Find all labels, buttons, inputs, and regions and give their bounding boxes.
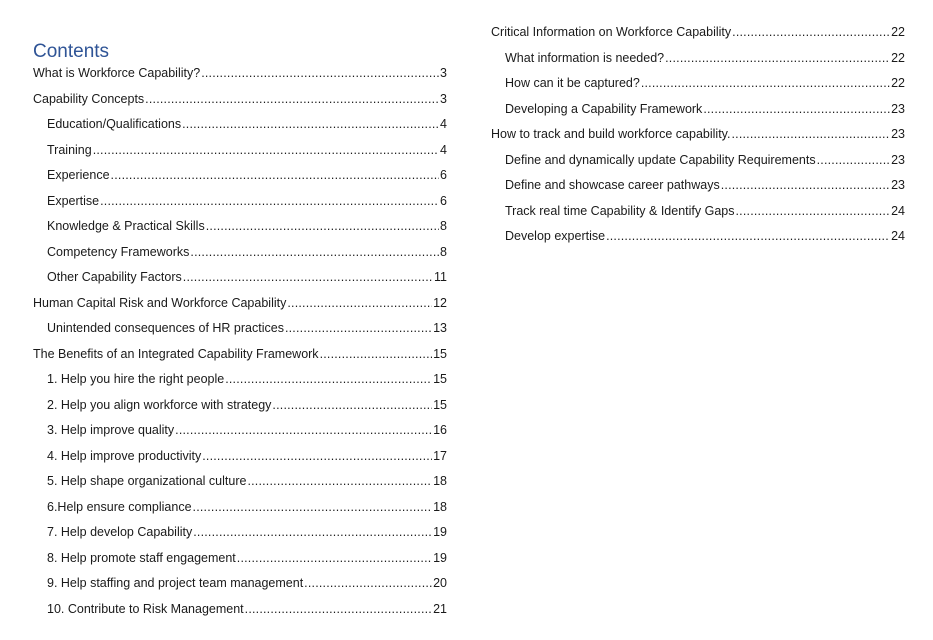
- dot-leader: [190, 240, 439, 266]
- toc-entry-label: How to track and build workforce capability.: [491, 127, 731, 141]
- toc-entry-page-number: 8: [440, 219, 447, 233]
- toc-entry-label: 6.Help ensure compliance: [47, 499, 192, 514]
- dot-leader: [182, 112, 439, 138]
- toc-entry-label: Critical Information on Workforce Capability: [491, 25, 732, 39]
- toc-entry[interactable]: [33, 597, 447, 623]
- toc-entry-label: The Benefits of an Integrated Capability Framework: [33, 346, 319, 361]
- toc-entry[interactable]: [33, 87, 447, 113]
- toc-entry-page-number: 23: [891, 152, 905, 167]
- toc-entry-label: Developing a Capability Framework: [505, 101, 703, 116]
- toc-entry-label: 8. Help promote staff engagement: [47, 550, 236, 565]
- toc-entry-page-number: 4: [440, 142, 447, 157]
- toc-entry-label: 10. Contribute to Risk Management: [47, 601, 244, 616]
- toc-entry-page-number: 22: [891, 76, 905, 90]
- dot-leader: [175, 418, 432, 444]
- dot-leader: [703, 97, 890, 123]
- toc-entry[interactable]: [33, 316, 447, 342]
- dot-leader: [145, 87, 439, 113]
- toc-entry[interactable]: [33, 444, 447, 470]
- dot-leader: [606, 224, 890, 250]
- toc-entry[interactable]: [491, 122, 905, 148]
- toc-entry-label: Competency Frameworks: [47, 244, 190, 259]
- toc-entry-label: 7. Help develop Capability: [47, 525, 193, 539]
- toc-entry-page-number: 17: [433, 448, 447, 463]
- toc-entry-page-number: 18: [433, 499, 447, 514]
- dot-leader: [731, 122, 890, 148]
- toc-entry-label: Capability Concepts: [33, 91, 145, 106]
- dot-leader: [817, 148, 891, 174]
- dot-leader: [287, 291, 432, 317]
- dot-leader: [201, 61, 439, 87]
- toc-entry-label: Expertise: [47, 193, 100, 208]
- dot-leader: [736, 199, 891, 225]
- toc-entry[interactable]: [33, 393, 447, 419]
- toc-entry[interactable]: [33, 189, 447, 215]
- toc-entry-page-number: 18: [433, 474, 447, 488]
- dot-leader: [100, 189, 439, 215]
- toc-entry-page-number: 23: [891, 178, 905, 192]
- toc-entry[interactable]: [33, 112, 447, 138]
- dot-leader: [206, 214, 439, 240]
- dot-leader: [183, 265, 433, 291]
- dot-leader: [304, 571, 432, 597]
- toc-entry-label: Track real time Capability & Identify Gaps: [505, 203, 735, 218]
- toc-entry-label: 3. Help improve quality: [47, 423, 175, 437]
- toc-entry-page-number: 23: [891, 101, 905, 116]
- toc-entry-label: Human Capital Risk and Workforce Capability: [33, 295, 287, 310]
- toc-entry-page-number: 22: [891, 50, 905, 65]
- toc-entry[interactable]: [33, 61, 447, 87]
- toc-heading: Contents: [33, 41, 110, 62]
- toc-entry[interactable]: [33, 240, 447, 266]
- toc-entry-page-number: 4: [440, 117, 447, 131]
- toc-entry-label: 9. Help staffing and project team management: [47, 576, 304, 590]
- toc-entry-label: Define and dynamically update Capability Requirements: [505, 152, 816, 167]
- toc-entry-page-number: 15: [433, 346, 447, 361]
- dot-leader: [202, 444, 432, 470]
- dot-leader: [245, 597, 432, 623]
- toc-entry[interactable]: [33, 520, 447, 546]
- toc-entry-page-number: 11: [434, 270, 447, 284]
- toc-entry[interactable]: [33, 214, 447, 240]
- toc-entry-label: Experience: [47, 168, 110, 182]
- toc-entry[interactable]: [491, 148, 905, 174]
- toc-entry-label: How can it be captured?: [505, 76, 640, 90]
- dot-leader: [721, 173, 890, 199]
- toc-entry-page-number: 6: [440, 168, 447, 182]
- toc-entry-page-number: 12: [433, 295, 447, 310]
- toc-entry[interactable]: [33, 163, 447, 189]
- toc-entry-page-number: 19: [433, 525, 447, 539]
- toc-entry[interactable]: [33, 469, 447, 495]
- toc-entry-page-number: 13: [433, 321, 447, 335]
- toc-entry-label: Education/Qualifications: [47, 117, 182, 131]
- toc-entry-page-number: 6: [440, 193, 447, 208]
- toc-entry-page-number: 15: [433, 397, 447, 412]
- toc-entry[interactable]: [33, 367, 447, 393]
- toc-entry-label: Develop expertise: [505, 229, 606, 243]
- toc-entry-page-number: 8: [440, 244, 447, 259]
- toc-entry[interactable]: [491, 224, 905, 250]
- toc-entry[interactable]: [33, 138, 447, 164]
- toc-entry-label: 1. Help you hire the right people: [47, 372, 225, 386]
- toc-entry-page-number: 20: [433, 576, 447, 590]
- toc-entry-label: What information is needed?: [505, 50, 665, 65]
- toc-entry-label: 5. Help shape organizational culture: [47, 474, 247, 488]
- toc-entry[interactable]: [33, 342, 447, 368]
- dot-leader: [247, 469, 432, 495]
- toc-entry[interactable]: [33, 418, 447, 444]
- toc-entry[interactable]: [491, 46, 905, 72]
- dot-leader: [285, 316, 432, 342]
- dot-leader: [237, 546, 432, 572]
- toc-entry[interactable]: [33, 291, 447, 317]
- dot-leader: [93, 138, 439, 164]
- toc-entry-page-number: 21: [433, 601, 447, 616]
- dot-leader: [320, 342, 433, 368]
- dot-leader: [732, 20, 890, 46]
- toc-left-column: [33, 61, 447, 622]
- toc-entry-label: 2. Help you align workforce with strategy: [47, 397, 272, 412]
- toc-entry[interactable]: [491, 199, 905, 225]
- toc-entry[interactable]: [33, 571, 447, 597]
- toc-entry-page-number: 23: [891, 127, 905, 141]
- toc-entry[interactable]: [491, 20, 905, 46]
- toc-entry-page-number: 16: [433, 423, 447, 437]
- toc-entry[interactable]: [491, 97, 905, 123]
- dot-leader: [111, 163, 440, 189]
- toc-entry[interactable]: [33, 265, 447, 291]
- toc-entry-label: Define and showcase career pathways: [505, 178, 720, 192]
- dot-leader: [225, 367, 432, 393]
- dot-leader: [665, 46, 890, 72]
- toc-entry-label: Knowledge & Practical Skills: [47, 219, 205, 233]
- toc-entry[interactable]: [491, 173, 905, 199]
- dot-leader: [193, 495, 433, 521]
- toc-entry[interactable]: [491, 71, 905, 97]
- toc-right-column: [491, 20, 905, 250]
- dot-leader: [272, 393, 432, 419]
- dot-leader: [641, 71, 890, 97]
- toc-entry-page-number: 3: [440, 91, 447, 106]
- dot-leader: [193, 520, 432, 546]
- toc-entry-page-number: 15: [433, 372, 447, 386]
- toc-entry-page-number: 22: [891, 25, 905, 39]
- toc-entry[interactable]: [33, 546, 447, 572]
- toc-entry[interactable]: [33, 495, 447, 521]
- toc-entry-page-number: 24: [891, 229, 905, 243]
- toc-entry-label: Other Capability Factors: [47, 270, 182, 284]
- toc-entry-label: What is Workforce Capability?: [33, 66, 201, 80]
- toc-entry-label: Unintended consequences of HR practices: [47, 321, 284, 335]
- toc-entry-label: Training: [47, 142, 92, 157]
- toc-entry-page-number: 24: [891, 203, 905, 218]
- toc-entry-page-number: 19: [433, 550, 447, 565]
- toc-entry-label: 4. Help improve productivity: [47, 448, 202, 463]
- toc-entry-page-number: 3: [440, 66, 447, 80]
